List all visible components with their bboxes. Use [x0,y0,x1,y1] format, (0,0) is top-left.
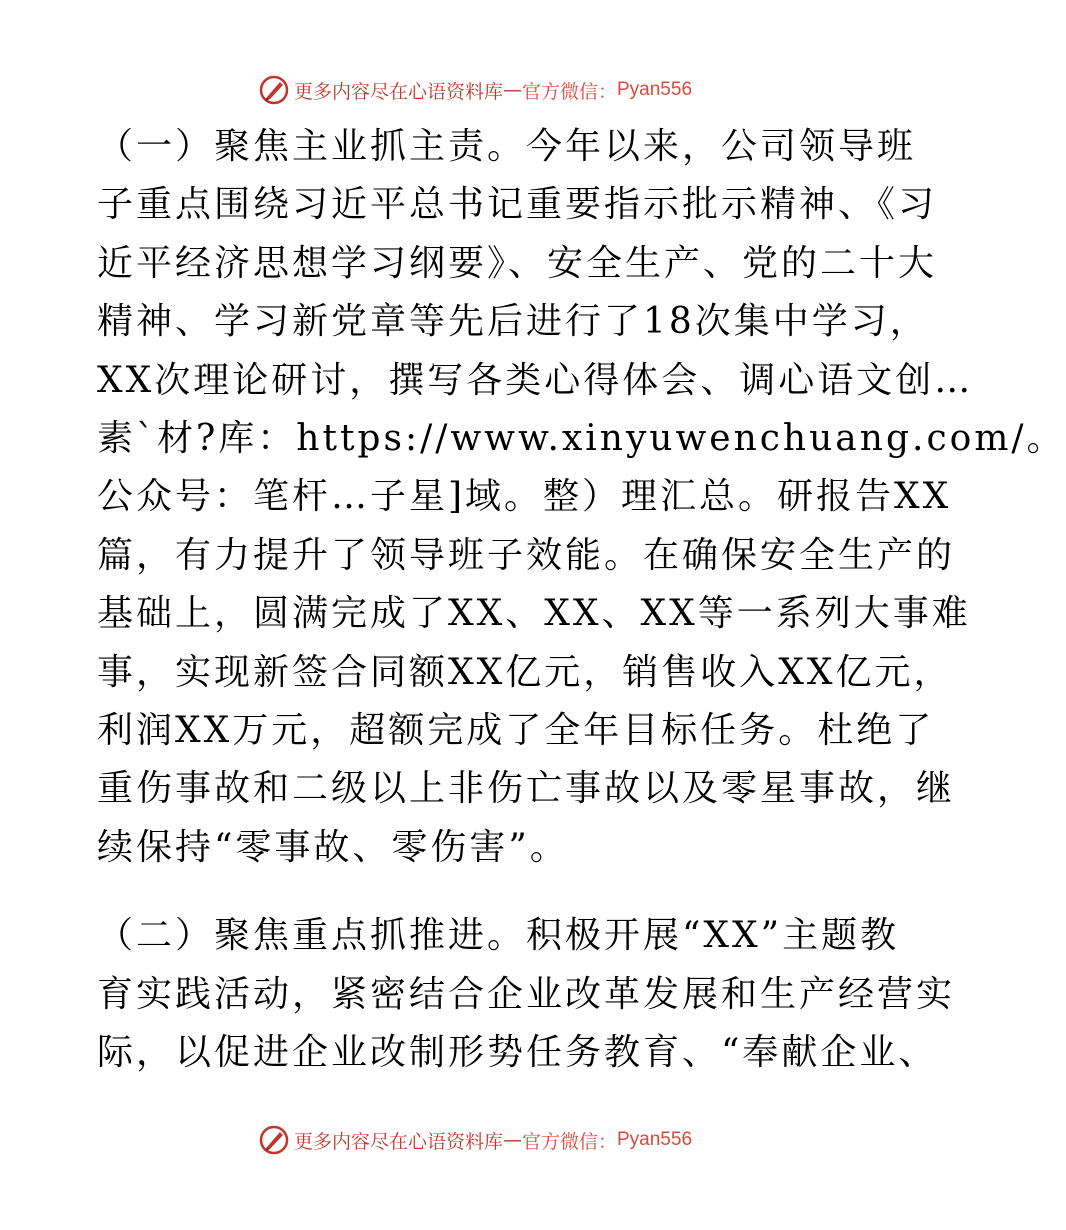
watermark-dash: — [502,1129,522,1151]
watermark-brand: 更多内容尽在心语资料库 [293,80,503,103]
text-line: 重伤事故和二级以上非伤亡事故以及零星事故，继 [97,768,956,810]
watermark-wechat-id: Pyan556 [617,79,693,100]
document-body [97,118,1066,1083]
text-line: 精神、学习新党章等先后进行了18次集中学习， [97,301,929,343]
pen-logo-icon [258,74,290,106]
text-line: XX次理论研讨，撰写各类心得体会、调心语文创… [97,359,974,401]
text-line: 利润XX万元，超额完成了全年目标任务。杜绝了 [97,710,935,752]
text-line: 育实践活动，紧密结合企业改革发展和生产经营实 [97,973,956,1015]
text-line: 基础上，圆满完成了XX、XX、XX等一系列大事难 [97,593,971,635]
watermark-brand: 更多内容尽在心语资料库 [293,1130,503,1153]
watermark-footer [0,1120,950,1160]
watermark-header [0,70,950,110]
text-line: 素`材?库：https://www.xinyuwenchuang.com/。 [97,418,1066,460]
watermark-wechat-label: 官方微信： [521,1130,617,1153]
text-line: 公众号：笔杆…子星]域。整）理汇总。研报告XX [97,476,952,518]
text-line: 续保持“零事故、零伤害”。 [97,826,569,868]
text-line: （一）聚焦主业抓主责。今年以来，公司领导班 [97,126,917,167]
text-line: 篇，有力提升了领导班子效能。在确保安全生产的 [97,534,956,576]
text-line: 事，实现新签合同额XX亿元，销售收入XX亿元， [97,651,953,693]
paragraph-1 [97,118,1066,877]
watermark-wechat-label: 官方微信： [521,80,617,103]
watermark-wechat-id: Pyan556 [617,1129,693,1150]
paragraph-2 [97,907,956,1082]
watermark-dash: — [502,79,522,101]
pen-logo-icon [258,1124,290,1156]
text-line: 近平经济思想学习纲要》、安全生产、党的二十大 [97,242,938,284]
text-line: （二）聚焦重点抓推进。积极开展“XX”主题教 [97,915,900,957]
text-line: 际，以促进企业改制形势任务教育、“奉献企业、 [97,1032,938,1074]
text-line: 子重点围绕习近平总书记重要指示批示精神、《习 [97,184,938,226]
